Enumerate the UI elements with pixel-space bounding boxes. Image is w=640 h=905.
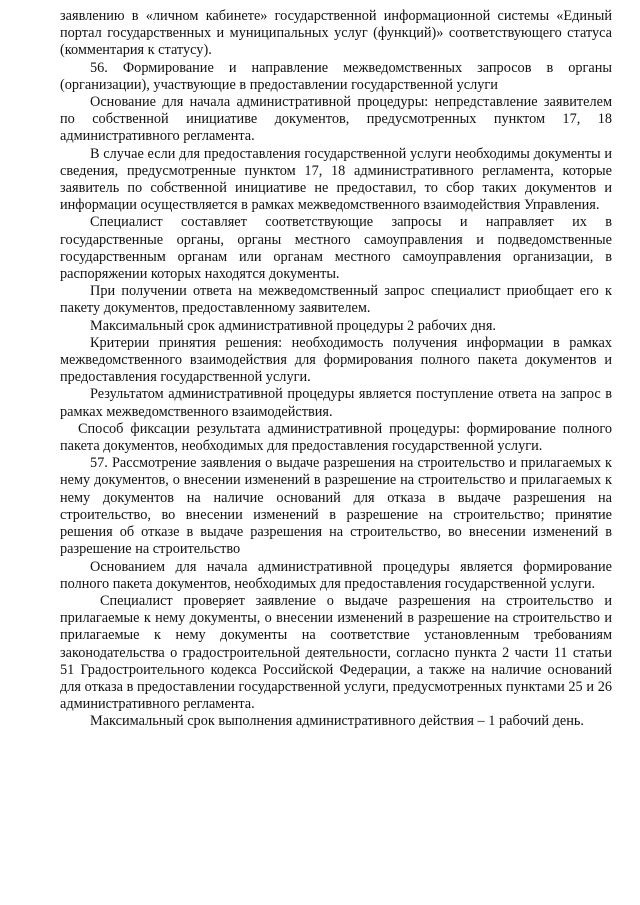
paragraph-case-documents: В случае если для предоставления государственной услуги необходимы документы и сведения, предусмотренные пунктом 17, 18 административного регламента, которые заявитель по собственной инициативе не предоставил, то сбор таких документов и информации осуществляется в рамках межведомственного взаимодействия Управления. (60, 145, 612, 214)
paragraph-status-continuation: заявлению в «личном кабинете» государственной информационной системы «Единый портал государственных и муниципальных услуг (функций)» соответствующего статуса (комментария к статусу). (60, 8, 612, 59)
paragraph-basis-57: Основанием для начала административной процедуры является формирование полного пакета документов, необходимых для предоставления государственной услуги. (60, 558, 612, 592)
paragraph-decision-criteria: Критерии принятия решения: необходимость получения информации в рамках межведомственного взаимодействия для формирования полного пакета документов и предоставления государственной услуги. (60, 334, 612, 386)
paragraph-response-received: При получении ответа на межведомственный запрос специалист приобщает его к пакету документов, предоставленному заявителем. (60, 283, 612, 317)
paragraph-56-heading: 56. Формирование и направление межведомственных запросов в органы (организации), участвующие в предоставлении государственной услуги (60, 59, 612, 93)
paragraph-max-term-2-days: Максимальный срок административной процедуры 2 рабочих дня. (90, 317, 496, 334)
document-page (60, 8, 612, 731)
paragraph-fixation-method: Способ фиксации результата административной процедуры: формирование полного пакета документов, необходимых для предоставления государственной услуги. (60, 420, 612, 455)
paragraph-57-heading: 57. Рассмотрение заявления о выдаче разрешения на строительство и прилагаемых к нему документов, о внесении изменений в разрешение на строительство и прилагаемых к нему документов на наличие оснований для отказа в выдаче разрешения на строительство, во внесении изменений в разрешение на строительство; принятие решения об отказе в выдаче разрешения на строительство, во внесении изменений в разрешение на строительство (60, 455, 612, 558)
paragraph-basis: Основание для начала административной процедуры: непредставление заявителем по собственной инициативе документов, предусмотренных пунктом 17, 18 административного регламента. (60, 94, 612, 145)
paragraph-max-term-1-day: Максимальный срок выполнения административного действия – 1 рабочий день. (90, 713, 584, 730)
paragraph-specialist-requests: Специалист составляет соответствующие запросы и направляет их в государственные органы, органы местного самоуправления и подведомственные государственным органам или органам местного самоуправления организации, в распоряжении которых находятся документы. (60, 214, 612, 283)
paragraph-result: Результатом административной процедуры является поступление ответа на запрос в рамках межведомственного взаимодействия. (60, 386, 612, 420)
paragraph-specialist-checks: Специалист проверяет заявление о выдаче разрешения на строительство и прилагаемые к нему документы, о внесении изменений в разрешение на строительство и прилагаемые к нему документы на соответствие установленным требованиям законодательства о градостроительной деятельности, согласно пункта 2 части 11 статьи 51 Градостроительного кодекса Российской Федерации, а также на наличие оснований для отказа в предоставлении государственной услуги, предусмотренных пунктами 25 и 26 административного регламента. (60, 592, 612, 713)
